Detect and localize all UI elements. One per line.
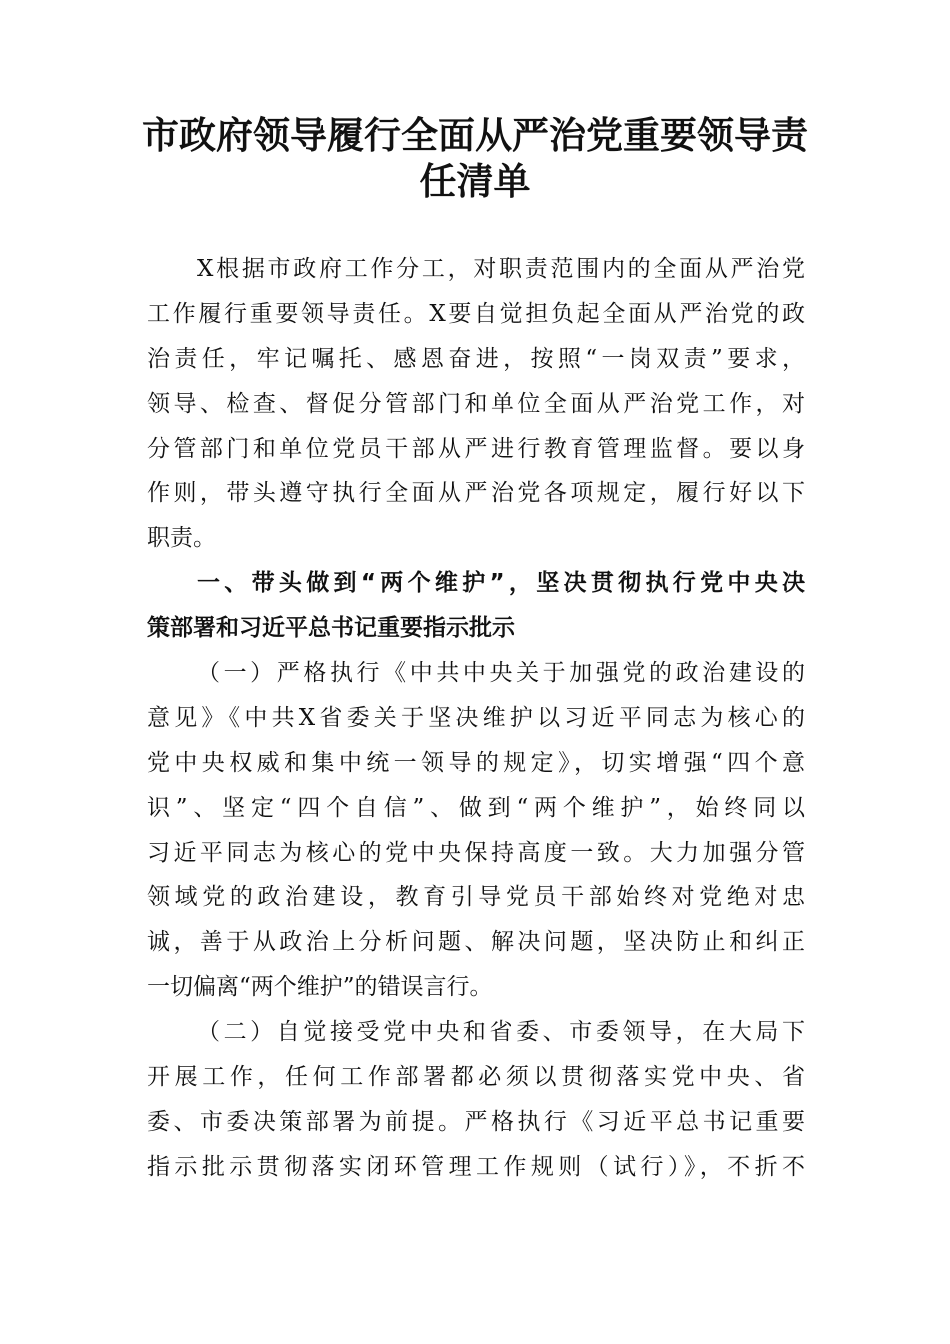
paragraph xyxy=(147,651,805,1010)
document-body xyxy=(147,247,805,1190)
section-heading xyxy=(147,561,805,651)
text-line: （一）严格执行《中共中央关于加强党的政治建设的 xyxy=(197,660,805,687)
text-line: 党中央权威和集中统一领导的规定》，切实增强“四个意 xyxy=(147,749,805,776)
text-line: 领域党的政治建设，教育引导党员干部始终对党绝对忠 xyxy=(147,884,805,911)
text-line: X根据市政府工作分工，对职责范围内的全面从严治党 xyxy=(197,256,805,282)
text-line: 分管部门和单位党员干部从严进行教育管理监督。要以身 xyxy=(147,435,805,462)
document-title xyxy=(0,112,950,204)
text-line: 习近平同志为核心的党中央保持高度一致。大力加强分管 xyxy=(147,839,805,866)
text-line: 意见》《中共X省委关于坚决维护以习近平同志为核心的 xyxy=(147,704,805,731)
text-line: 领导、检查、督促分管部门和单位全面从严治党工作，对 xyxy=(147,390,805,417)
title-line: 市政府领导履行全面从严治党重要领导责 xyxy=(142,113,808,157)
text-line: 策部署和习近平总书记重要指示批示 xyxy=(147,615,515,642)
text-line: 治责任，牢记嘱托、感恩奋进，按照“一岗双责”要求， xyxy=(147,345,805,372)
text-line: 指示批示贯彻落实闭环管理工作规则（试行）》，不折不 xyxy=(147,1153,805,1180)
text-line: 工作履行重要领导责任。X要自觉担负起全面从严治党的政 xyxy=(147,300,805,327)
text-line: 一切偏离“两个维护”的错误言行。 xyxy=(147,974,493,1001)
text-line: （二）自觉接受党中央和省委、市委领导，在大局下 xyxy=(197,1019,805,1046)
text-line: 委、市委决策部署为前提。严格执行《习近平总书记重要 xyxy=(147,1108,805,1135)
paragraph xyxy=(147,1010,805,1190)
text-line: 作则，带头遵守执行全面从严治党各项规定，履行好以下 xyxy=(147,480,805,507)
text-line: 一、带头做到“两个维护”，坚决贯彻执行党中央决 xyxy=(197,570,805,597)
title-line: 任清单 xyxy=(419,159,531,203)
text-line: 职责。 xyxy=(147,525,216,552)
text-line: 识”、坚定“四个自信”、做到“两个维护”，始终同以 xyxy=(147,794,805,821)
paragraph xyxy=(147,247,805,561)
text-line: 开展工作，任何工作部署都必须以贯彻落实党中央、省 xyxy=(147,1064,805,1091)
text-line: 诚，善于从政治上分析问题、解决问题，坚决防止和纠正 xyxy=(147,929,805,956)
